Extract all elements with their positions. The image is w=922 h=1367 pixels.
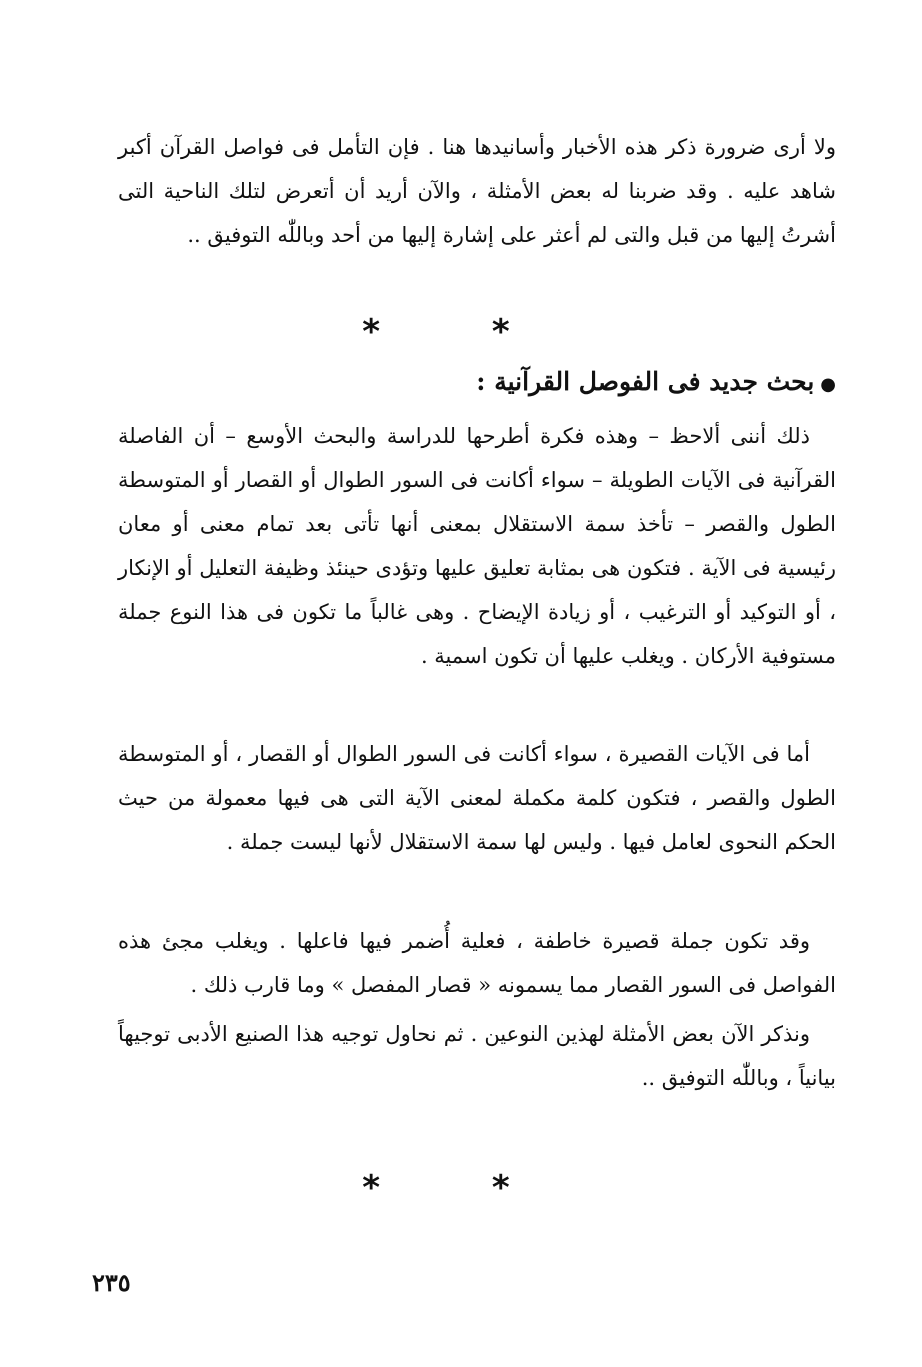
section-separator-bottom: * * [362, 1168, 560, 1208]
section-heading-text: بحث جديد فى الفوصل القرآنية : [476, 367, 815, 396]
short-verses-paragraph: أما فى الآيات القصيرة ، سواء أكانت فى السور الطوال أو القصار ، أو المتوسطة الطول والقصر ، فتكون كلمة مكملة لمعنى الآية التى هى فيها معمولة من حيث الحكم النحوى لعامل فيها . وليس لها سمة الاستقلال لأنها ليست جملة . [118, 742, 836, 854]
section-heading [118, 360, 836, 407]
section-separator-top: * * [362, 312, 560, 352]
bullet-icon: ● [820, 374, 836, 395]
long-verses-paragraph: ذلك أننى ألاحظ – وهذه فكرة أطرحها للدراسة والبحث الأوسع – أن الفاصلة القرآنية فى الآيات الطويلة – سواء أكانت فى السور الطوال أو القصار أو المتوسطة الطول والقصر – تأخذ سمة الاستقلال بمعنى أنها تأتى بعد تمام معنى أو معان رئيسية فى الآية . فتكون هى بمثابة تعليق عليها وتؤدى حينئذ وظيفة التعليل أو الإنكار ، أو التوكيد أو الترغيب ، أو زيادة الإيضاح . وهى غالباً ما تكون فى هذا النوع جملة مستوفية الأركان . ويغلب عليها أن تكون اسمية . [118, 424, 837, 668]
page-number: ٢٣٥ [92, 1268, 131, 1297]
examples-paragraph: ونذكر الآن بعض الأمثلة لهذين النوعين . ثم نحاول توجيه هذا الصنيع الأدبى توجيهاً بيانياً ، وباللّٰه التوفيق .. [118, 1022, 836, 1090]
intro-paragraph: ولا أرى ضرورة ذكر هذه الأخبار وأسانيدها هنا . فإن التأمل فى فواصل القرآن أكبر شاهد عليه . وقد ضربنا له بعض الأمثلة ، والآن أريد أن أتعرض لتلك الناحية التى أشرتُ إليها من قبل والتى لم أعثر على إشارة إليها من أحد وباللّٰه التوفيق .. [118, 135, 836, 247]
short-sentence-paragraph: وقد تكون جملة قصيرة خاطفة ، فعلية أُضمر فيها فاعلها . ويغلب مجئ هذه الفواصل فى السور القصار مما يسمونه « قصار المفصل » وما قارب ذلك . [118, 929, 836, 997]
